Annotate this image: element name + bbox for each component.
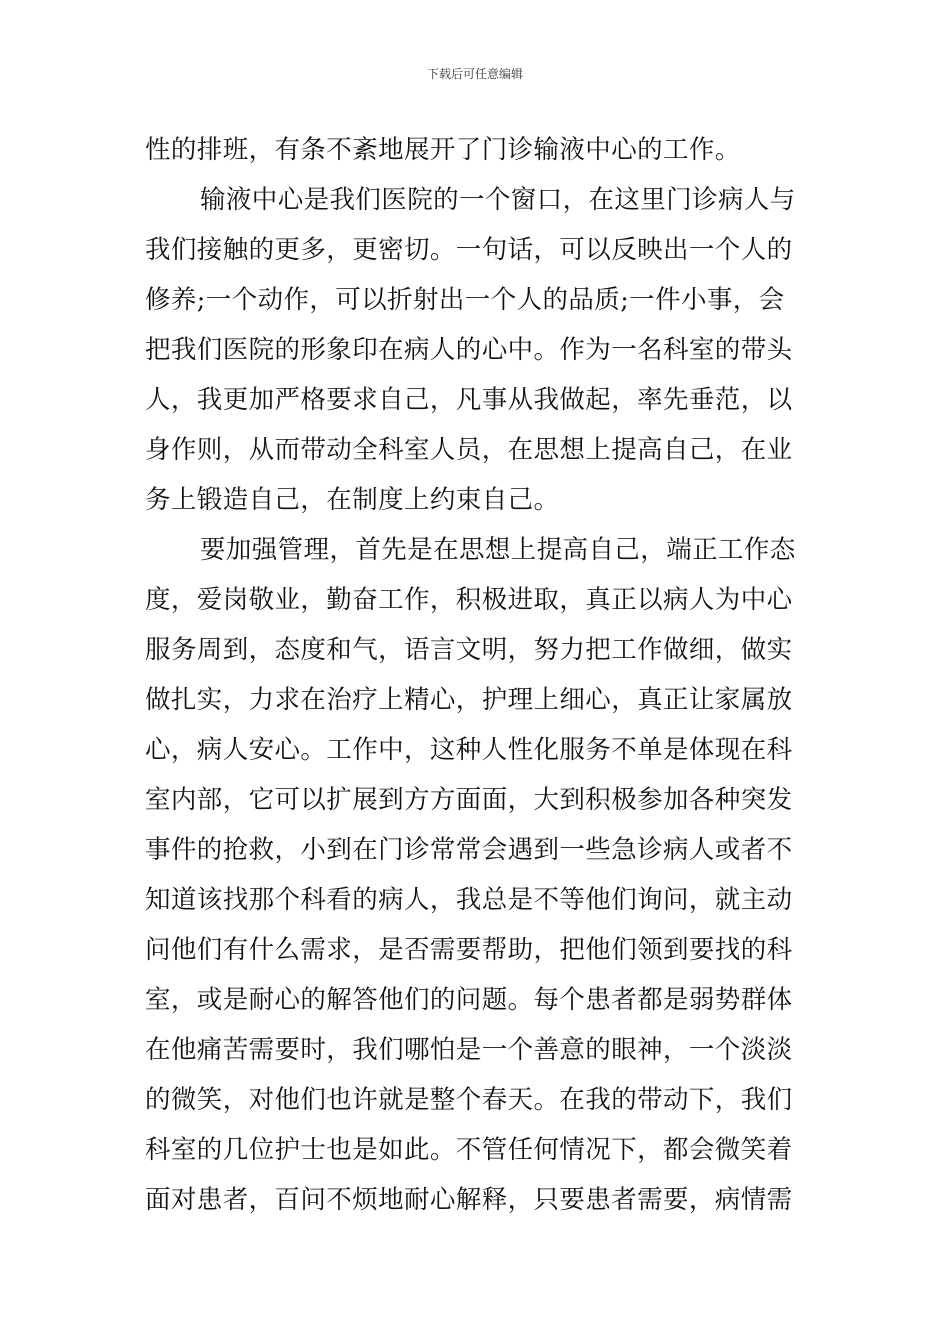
text-line: 面对患者，百问不烦地耐心解释，只要患者需要，病情需 xyxy=(145,1185,793,1215)
text-line: 问他们有什么需求，是否需要帮助，把他们领到要找的科 xyxy=(145,935,793,965)
text-line: 在他痛苦需要时，我们哪怕是一个善意的眼神，一个淡淡 xyxy=(145,1035,793,1065)
page-header: 下载后可任意编辑 xyxy=(426,67,523,81)
text-line: 性的排班，有条不紊地展开了门诊输液中心的工作。 xyxy=(145,135,741,165)
text-line: 知道该找那个科看的病人，我总是不等他们询问，就主动 xyxy=(145,885,793,915)
text-line: 室，或是耐心的解答他们的问题。每个患者都是弱势群体 xyxy=(145,985,793,1015)
text-line: 服务周到，态度和气，语言文明，努力把工作做细，做实 xyxy=(145,635,793,665)
text-line: 心，病人安心。工作中，这种人性化服务不单是体现在科 xyxy=(145,735,793,765)
text-line: 务上锻造自己，在制度上约束自己。 xyxy=(145,485,560,515)
text-line: 科室的几位护士也是如此。不管任何情况下，都会微笑着 xyxy=(145,1135,793,1165)
text-line: 度，爱岗敬业，勤奋工作，积极进取，真正以病人为中心 xyxy=(145,585,793,615)
paragraph-first-line: 要加强管理，首先是在思想上提高自己，端正工作态 xyxy=(200,535,796,565)
text-line: 我们接触的更多，更密切。一句话，可以反映出一个人的 xyxy=(145,235,793,265)
text-line: 把我们医院的形象印在病人的心中。作为一名科室的带头 xyxy=(145,335,793,365)
paragraph-first-line: 输液中心是我们医院的一个窗口，在这里门诊病人与 xyxy=(200,185,796,215)
text-line: 身作则，从而带动全科室人员，在思想上提高自己，在业 xyxy=(145,435,793,465)
text-line: 事件的抢救，小到在门诊常常会遇到一些急诊病人或者不 xyxy=(145,835,793,865)
text-line: 室内部，它可以扩展到方方面面，大到积极参加各种突发 xyxy=(145,785,793,815)
text-line: 做扎实，力求在治疗上精心，护理上细心，真正让家属放 xyxy=(145,685,793,715)
text-line: 的微笑，对他们也许就是整个春天。在我的带动下，我们 xyxy=(145,1085,793,1115)
text-line: 人，我更加严格要求自己，凡事从我做起，率先垂范，以 xyxy=(145,385,793,415)
text-line: 修养;一个动作，可以折射出一个人的品质;一件小事，会 xyxy=(145,285,785,315)
